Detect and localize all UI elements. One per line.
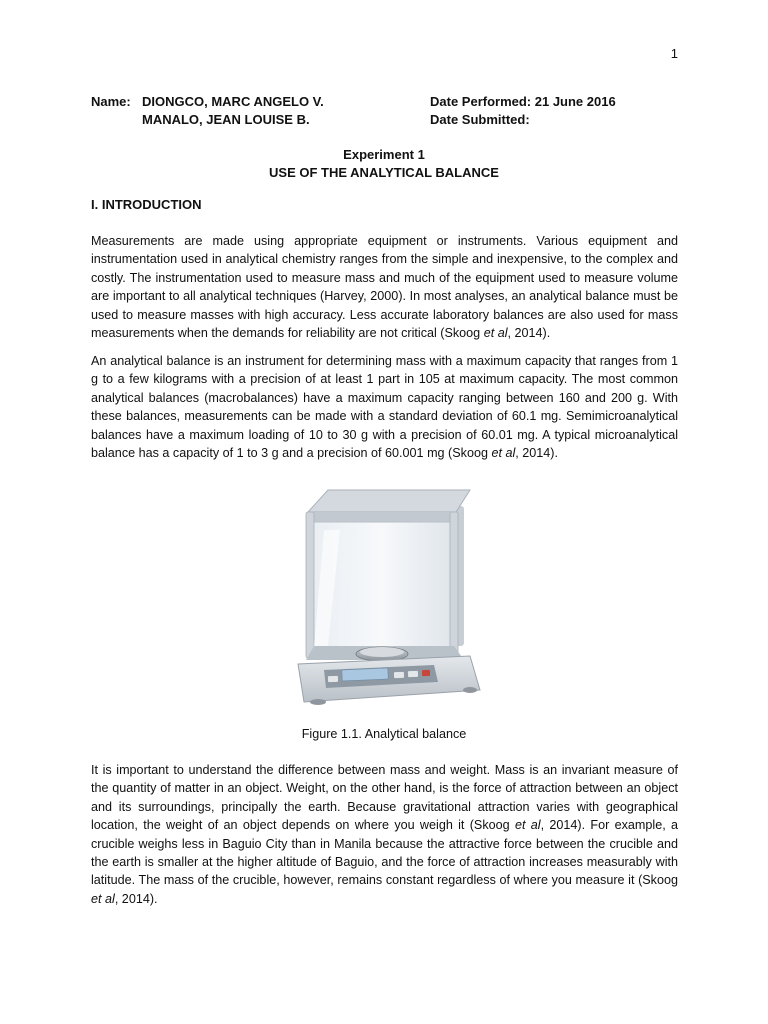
paragraph-1-text: Measurements are made using appropriate equipment or instruments. Various equipment and instrumentation used in analytical chemistry ranges from the simple and inexpensive, to the complex and costly. The instrumentation used to measure mass and much of the equipment used to measure volume are important to all analytical techniques (Harvey, 2000). In most analyses, an analytical balance must be used to measure masses with high accuracy. Less accurate laboratory balances are also used for mass measurements when the demands for reliability are not critical (Skoog (91, 234, 678, 341)
paragraph-3-text-b: , 2014). For example, a crucible weighs less in Baguio City than in Manila because the attractive force between the crucible and the earth is smaller at the higher altitude of Baguio, and the force of attraction increases measurably with latitude. The mass of the crucible, however, remains constant regardless of where you measure it (Skoog (91, 818, 679, 888)
paragraph-3 (91, 761, 678, 908)
date-performed: Date Performed: 21 June 2016 (430, 94, 616, 109)
citation-italic: et al (91, 891, 115, 906)
experiment-name: USE OF THE ANALYTICAL BALANCE (269, 165, 499, 180)
header-row-1 (91, 93, 681, 111)
citation-end: , 2014). (507, 326, 551, 341)
paragraph-2 (91, 352, 678, 462)
balance-key-red (422, 670, 430, 676)
balance-foot (310, 699, 326, 705)
citation-italic: et al (491, 446, 516, 461)
section-heading-introduction: I. INTRODUCTION (91, 197, 202, 212)
document-header (91, 93, 681, 129)
analytical-balance-figure (284, 476, 484, 712)
paragraph-1 (91, 232, 678, 342)
citation-end: , 2014). (515, 446, 558, 461)
experiment-number: Experiment 1 (343, 147, 425, 162)
paragraph-3-text-a: It is important to understand the difference between mass and weight. Mass is an invariant measure of the quantity of matter in an object. Weight, on the other hand, is the force of attraction between an object and its surroundings, principally the earth. Because gravitational attraction varies with geographical location, the weight of an object depends on where you weigh it (Skoog (91, 763, 678, 833)
header-row-2 (91, 111, 681, 129)
page-number: 1 (670, 46, 678, 61)
balance-key (328, 676, 338, 682)
balance-top-cover (308, 490, 470, 512)
student-name-1: DIONGCO, MARC ANGELO V. (142, 94, 324, 109)
weighing-pan-top (360, 647, 404, 657)
paragraph-2-text: An analytical balance is an instrument for determining mass with a maximum capacity that ranges from 1 g to a few kilograms with a precision of at least 1 part in 105 at maximum capacity. The most common analytical balances (macrobalances) have a maximum capacity ranging between 160 and 200 g. With these balances, measurements can be made with a standard deviation of 60.1 mg. Semimicroanalytical balances have a maximum loading of 10 to 30 g with a precision of 60.01 mg. A typical microanalytical balance has a capacity of 1 to 3 g and a precision of 60.001 mg (Skoog (91, 354, 678, 461)
citation-italic: et al (483, 326, 508, 341)
balance-foot (463, 687, 477, 693)
date-submitted: Date Submitted: (430, 112, 530, 127)
citation-end: , 2014). (114, 891, 158, 906)
name-label-spacer (91, 111, 142, 129)
balance-top-front-edge (308, 512, 456, 522)
analytical-balance-image (284, 476, 484, 712)
balance-key (394, 672, 404, 678)
citation-italic: et al (514, 818, 541, 833)
balance-display (342, 668, 388, 681)
figure-caption: Figure 1.1. Analytical balance (301, 727, 467, 741)
balance-key (408, 671, 418, 677)
balance-right-frame (450, 512, 458, 658)
name-label: Name: (91, 94, 131, 109)
student-name-2: MANALO, JEAN LOUISE B. (142, 112, 310, 127)
experiment-title (91, 146, 677, 182)
balance-left-frame (306, 512, 314, 658)
